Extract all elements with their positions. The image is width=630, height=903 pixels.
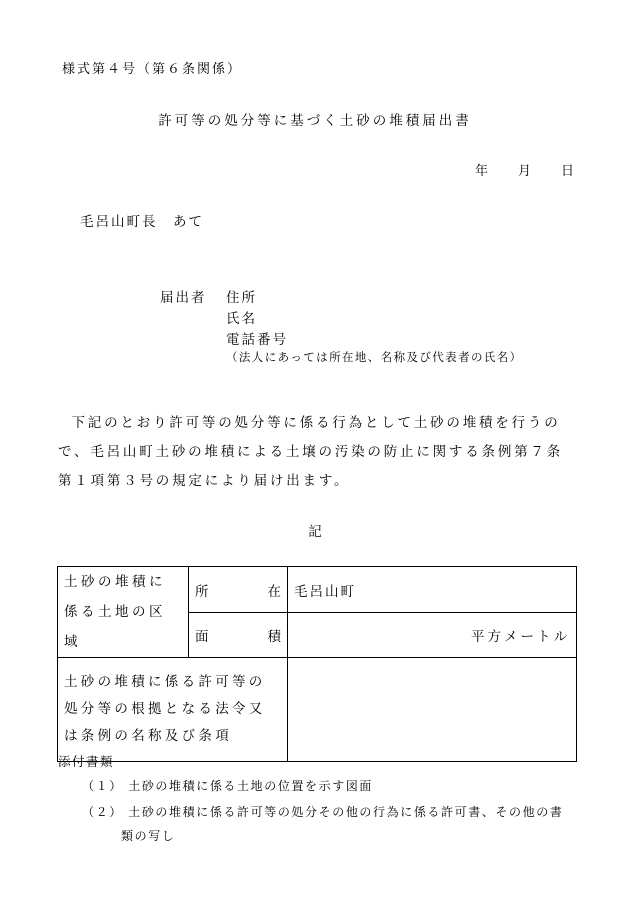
legal-basis-value <box>288 658 577 762</box>
notifier-name-label: 氏名 <box>226 311 257 327</box>
area-value: 平方メートル <box>288 613 577 658</box>
details-table <box>57 566 577 762</box>
notifier-label: 届出者 <box>160 290 207 306</box>
location-label-a: 所 <box>195 583 209 600</box>
date-month: 月 <box>517 164 531 179</box>
notifier-phone-label: 電話番号 <box>226 332 288 348</box>
attachment-item-2-number: （２） <box>82 805 123 819</box>
body-paragraph: 下記のとおり許可等の処分等に係る行為として土砂の堆積を行うので、毛呂山町土砂の堆積による土壌の汚染の防止に関する条例第７条第１項第３号の規定により届け出ます。 <box>58 415 564 489</box>
attachment-item-2-text: 土砂の堆積に係る許可等の処分その他の行為に係る許可書、その他の書 <box>128 805 564 819</box>
notifier-address-label: 住所 <box>226 290 257 306</box>
attachment-item-1-text: 土砂の堆積に係る土地の位置を示す図面 <box>128 779 374 793</box>
addressee: 毛呂山町長 あて <box>80 214 204 230</box>
attachment-item-1 <box>82 777 373 794</box>
location-value: 毛呂山町 <box>288 567 577 613</box>
area-label-b: 積 <box>267 629 281 646</box>
date-day: 日 <box>560 164 574 179</box>
land-area-label: 土砂の堆積に係る土地の区域 <box>58 567 189 658</box>
area-label <box>189 613 288 658</box>
location-label-b: 在 <box>267 583 281 600</box>
date-line <box>475 160 574 179</box>
area-label-a: 面 <box>195 629 209 646</box>
legal-basis-label: 土砂の堆積に係る許可等の処分等の根拠となる法令又は条例の名称及び条項 <box>58 658 288 762</box>
location-label <box>189 567 288 613</box>
attachments-title: 添付書類 <box>58 754 115 769</box>
date-year: 年 <box>474 164 488 179</box>
notifier-note: （法人にあっては所在地、名称及び代表者の氏名） <box>226 350 523 364</box>
attachment-item-2 <box>82 803 563 820</box>
attachment-item-1-number: （１） <box>82 779 123 793</box>
document-title: 許可等の処分等に基づく土砂の堆積届出書 <box>158 113 472 129</box>
ki-heading: 記 <box>308 524 322 540</box>
form-number: 様式第４号（第６条関係） <box>62 62 243 77</box>
attachment-item-2-continuation: 類の写し <box>121 829 176 843</box>
